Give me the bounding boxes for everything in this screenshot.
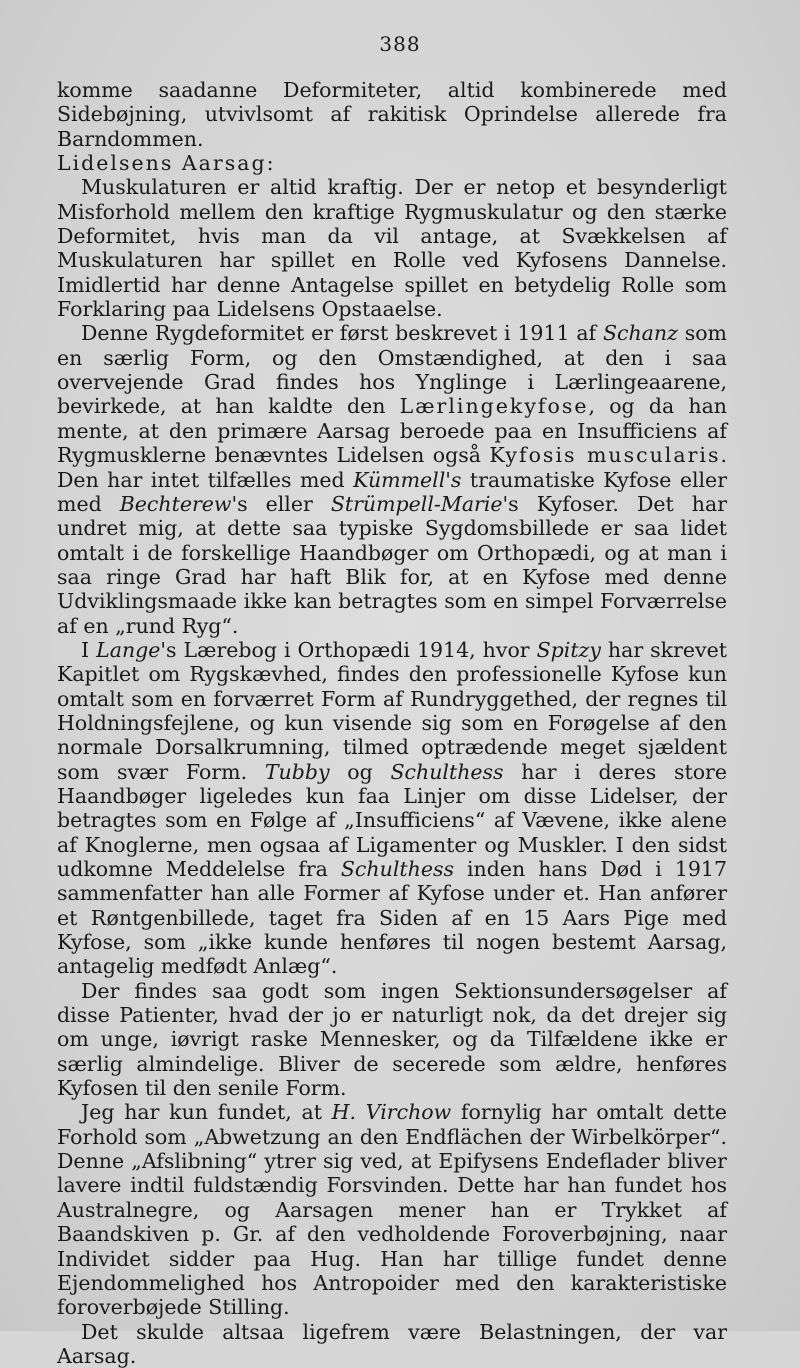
body-text [57, 78, 727, 1368]
spaced-term: Kyfosis muscularis [489, 443, 721, 468]
paragraph [57, 1100, 727, 1319]
italic-name: Schulthess [390, 759, 504, 784]
italic-name: H. Virchow [331, 1100, 452, 1125]
italic-name: Spitzy [536, 637, 601, 662]
text-run: fornylig har omtalt dette Forhold som „Abwetzung an den Endflächen der Wirbelkörper“. Denne „Afslibning“ ytrer sig ved, at Epifysens Endeflader bliver lavere indtil fuldstændig Forsvinden. Dette har han fundet hos Australnegre, og Aarsagen mener han er Trykket af Baandskiven p. Gr. af den vedholdende Foroverbøjning, naar Individet sidder paa Hug. Han har tillige fundet denne Ejendommelighed hos Antropoider med den karakteristiske foroverbøjede Stilling. [57, 1100, 727, 1320]
paragraph [57, 78, 727, 151]
italic-name: Bechterew [119, 491, 232, 516]
text-run: Der findes saa godt som ingen Sektionsundersøgelser af disse Patienter, hvad der jo er naturligt nok, da det drejer sig om unge, iøvrigt raske Mennesker, og da Tilfældene ikke er særlig almindelige. Bliver de secerede som ældre, henføres Kyfosen til den senile Form. [57, 978, 727, 1101]
text-run: Muskulaturen er altid kraftig. Der er netop et besynderligt Misforhold mellem den kraftige Rygmuskulatur og den stærke Deformitet, hvis man da vil antage, at Svækkelsen af Muskulaturen har spillet en Rolle ved Kyfosens Dannelse. Imidlertid har denne Antagelse spillet en betydelig Rolle som Forklaring paa Lidelsens Opstaaelse. [57, 175, 727, 322]
spaced-term: Lidelsens Aarsag: [57, 151, 276, 176]
italic-name: Strümpell-Marie [330, 491, 503, 516]
paragraph [57, 321, 727, 637]
paragraph [57, 1320, 727, 1368]
text-run: har skrevet Kapitlet om Rygskævhed, findes den professionelle Kyfose kun omtalt som en forværret Form af Rundryggethed, der regnes til Holdningsfejlene, og kun visende sig som en Forøgelse af den normale Dorsalkrumning, tilmed optrædende meget sjældent som svær Form. [57, 637, 727, 784]
text-run: som en særlig Form, og den Omstændighed, at den i saa overvejende Grad findes hos Ynglinge i Lærlingeaarene, bevirkede, at han kaldte den [57, 321, 727, 419]
text-run: 's Lærebog i Orthopædi 1914, hvor [160, 637, 537, 662]
text-run: traumatiske Kyfose eller med [57, 467, 727, 516]
paragraph [57, 151, 727, 175]
text-run: har i deres store Haandbøger ligeledes kun faa Linjer om disse Lidelser, der betragtes som en Følge af „Insufficiens“ af Vævene, ikke alene af Knoglerne, men ogsaa af Ligamenter og Muskler. I den sidst udkomne Meddelelse fra [57, 759, 727, 881]
text-run: 's Kyfoser. Det har undret mig, at dette saa typiske Sygdomsbillede er saa lidet omtalt i de forskellige Haandbøger om Orthopædi, og at man i saa ringe Grad har haft Blik for, at en Kyfose med denne Udviklingsmaade ikke kan betragtes som en simpel Forværrelse af en „rund Ryg“. [57, 491, 727, 638]
text-run: . Den har intet tilfælles med [57, 443, 727, 492]
text-run: Denne Rygdeformitet er først beskrevet i 1911 af [81, 321, 603, 346]
italic-name: Tubby [264, 759, 330, 784]
text-run: inden hans Død i 1917 sammenfatter han alle Former af Kyfose under et. Han anfører et Røntgenbillede, taget fra Siden af en 15 Aars Pige med Kyfose, som „ikke kunde henføres til nogen bestemt Aarsag, antagelig medfødt Anlæg“. [57, 857, 728, 979]
text-run: I [81, 637, 97, 662]
paragraph [57, 638, 727, 979]
text-run: komme saadanne Deformiteter, altid kombinerede med Sidebøjning, utvivlsomt af rakitisk Oprindelse allerede fra Barndommen. [57, 78, 727, 151]
text-run: Det skulde altsaa ligefrem være Belastningen, der var Aarsag. [57, 1319, 727, 1368]
paragraph [57, 979, 727, 1101]
text-run: og [329, 759, 391, 784]
paragraph [57, 175, 727, 321]
italic-name: Kümmell's [353, 467, 462, 492]
text-run: , og da han mente, at den primære Aarsag beroede paa en Insufficiens af Rygmusklerne benævntes Lidelsen også [57, 394, 727, 468]
italic-name: Schanz [602, 321, 678, 346]
italic-name: Schulthess [340, 857, 454, 881]
text-run: Jeg har kun fundet, at [81, 1100, 332, 1125]
text-run: 's eller [231, 491, 331, 516]
page-number: 388 [379, 32, 421, 56]
spaced-term: Lærlingekyfose [399, 394, 589, 419]
italic-name: Lange [96, 637, 161, 662]
